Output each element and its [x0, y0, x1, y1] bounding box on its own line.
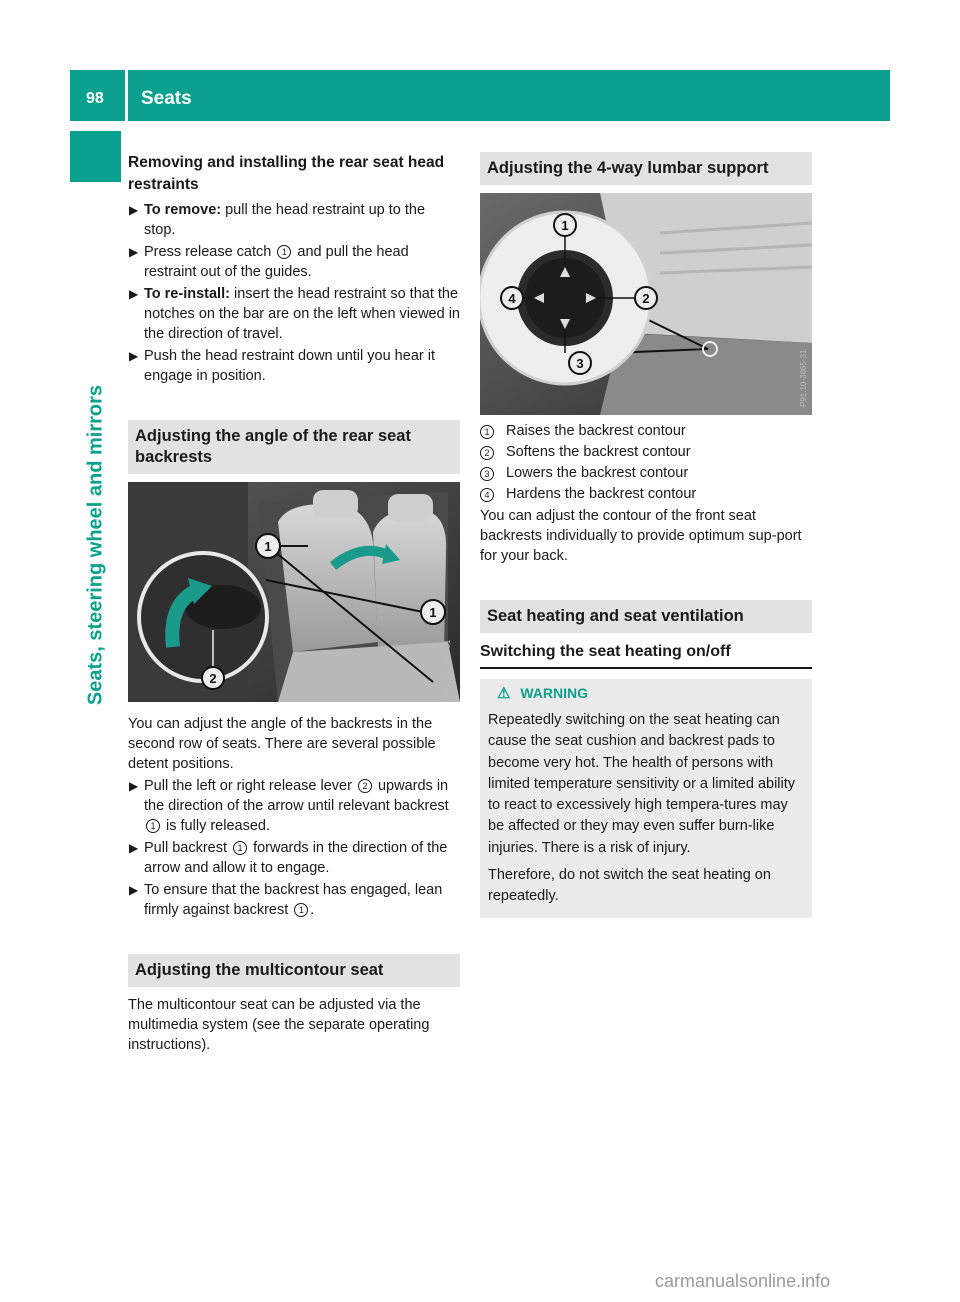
- callout-4-icon: 4: [480, 488, 494, 502]
- step-text: .: [310, 902, 315, 918]
- callout-1-icon: 1: [294, 903, 308, 917]
- step-text: and pull the head restraint out of the guides.: [144, 244, 409, 280]
- svg-text:P91.70-2835-31: P91.70-2835-31: [443, 639, 452, 697]
- step-pull-backrest: [128, 838, 460, 878]
- callout-1-icon: 1: [146, 819, 160, 833]
- legend-text: Hardens the backrest contour: [506, 486, 697, 502]
- lumbar-heading: Adjusting the 4-way lumbar support: [480, 152, 812, 185]
- step-text: upwards in the direction of the arrow until relevant backrest: [144, 778, 449, 814]
- page-number: 98: [86, 90, 104, 107]
- legend-item: [480, 463, 812, 483]
- side-tab: [70, 345, 121, 745]
- step-text: is fully released.: [162, 818, 270, 834]
- step-text: Pull the left or right release lever: [144, 778, 356, 794]
- subheading-rule: [480, 667, 812, 669]
- step-press-catch: [128, 242, 460, 282]
- warning-text: Repeatedly switching on the seat heating can cause the seat cushion and backrest pads to become very hot. The health of persons with limited temperature sensitivity or a limited ability to react to excessively high tempera-tures may be affected or they may even suffer burn-like injuries. There is a risk of injury.: [488, 712, 796, 856]
- warning-box: [480, 679, 812, 918]
- step-arrow-icon: ▶: [129, 245, 139, 259]
- multicontour-heading: Adjusting the multicontour seat: [128, 954, 460, 987]
- rear-seat-figure: [128, 482, 460, 702]
- step-reinstall: [128, 284, 460, 344]
- heating-subheading: Switching the seat heating on/off: [480, 643, 731, 660]
- lumbar-illustration: [480, 193, 812, 415]
- step-text: Pull backrest: [144, 840, 232, 856]
- watermark: carmanualsonline.info: [655, 1271, 831, 1291]
- step-arrow-icon: ▶: [129, 779, 139, 793]
- angle-heading: Adjusting the angle of the rear seat backrests: [128, 420, 460, 474]
- step-arrow-icon: ▶: [129, 883, 139, 897]
- angle-intro: You can adjust the angle of the backrests in the second row of seats. There are several possible detent positions.: [128, 716, 436, 772]
- step-text: forwards in the direction of the arrow and allow it to engage.: [144, 840, 448, 876]
- svg-text:1: 1: [264, 539, 272, 554]
- callout-2-icon: 2: [358, 779, 372, 793]
- legend-item: [480, 421, 812, 441]
- warning-title: [488, 683, 804, 704]
- lumbar-figure: [480, 193, 812, 415]
- legend-text: Raises the backrest contour: [506, 423, 686, 439]
- remove-heading: Removing and installing the rear seat head restraints: [128, 154, 445, 193]
- left-column: [128, 152, 460, 1055]
- step-pull-lever: [128, 776, 460, 836]
- svg-text:P91.10-3865-31: P91.10-3865-31: [799, 349, 808, 407]
- step-text: Push the head restraint down until you hear it engage in position.: [144, 348, 435, 384]
- legend-text: Softens the backrest contour: [506, 444, 691, 460]
- section-title: Seats: [141, 88, 192, 109]
- callout-2-icon: 2: [480, 446, 494, 460]
- svg-text:4: 4: [508, 291, 516, 306]
- callout-1-icon: 1: [233, 841, 247, 855]
- step-bold: To re-install:: [144, 286, 230, 302]
- svg-text:2: 2: [642, 291, 650, 306]
- step-ensure-engaged: [128, 880, 460, 920]
- step-to-remove: [128, 200, 460, 240]
- warning-label: WARNING: [520, 685, 589, 701]
- rear-seat-illustration: [128, 482, 460, 702]
- callout-3-icon: 3: [480, 467, 494, 481]
- step-text: Press release catch: [144, 244, 276, 260]
- header-bar: [70, 70, 890, 121]
- step-text: insert the head restraint so that the notches on the bar are on the left when viewed in the direction of travel.: [144, 286, 460, 342]
- step-text: pull the head restraint up to the stop.: [144, 202, 426, 238]
- step-bold: To remove:: [144, 202, 222, 218]
- svg-text:1: 1: [561, 218, 569, 233]
- step-push-down: [128, 346, 460, 386]
- lumbar-text: You can adjust the contour of the front seat backrests individually to provide optimum sup-port for your back.: [480, 508, 802, 564]
- step-arrow-icon: ▶: [129, 287, 139, 301]
- lumbar-legend: [480, 421, 812, 504]
- step-arrow-icon: ▶: [129, 841, 139, 855]
- callout-1-icon: 1: [277, 245, 291, 259]
- heating-heading: Seat heating and seat ventilation: [480, 600, 812, 633]
- legend-item: [480, 484, 812, 504]
- svg-text:2: 2: [209, 671, 217, 686]
- warning-advice: Therefore, do not switch the seat heating on repeatedly.: [488, 867, 771, 905]
- legend-text: Lowers the backrest contour: [506, 465, 689, 481]
- legend-item: [480, 442, 812, 462]
- callout-1-icon: 1: [480, 425, 494, 439]
- multicontour-text: The multicontour seat can be adjusted via the multimedia system (see the separate operating instructions).: [128, 997, 430, 1053]
- step-text: To ensure that the backrest has engaged, lean firmly against backrest: [144, 882, 443, 918]
- step-arrow-icon: ▶: [129, 349, 139, 363]
- step-arrow-icon: ▶: [129, 203, 139, 217]
- side-tab-label: Seats, steering wheel and mirrors: [84, 384, 106, 706]
- right-column: [480, 152, 812, 918]
- svg-text:3: 3: [576, 356, 584, 371]
- header-divider: [125, 70, 128, 121]
- svg-text:1: 1: [429, 605, 437, 620]
- warning-triangle-icon: ⚠: [497, 685, 511, 702]
- side-tab-marker: [70, 131, 121, 182]
